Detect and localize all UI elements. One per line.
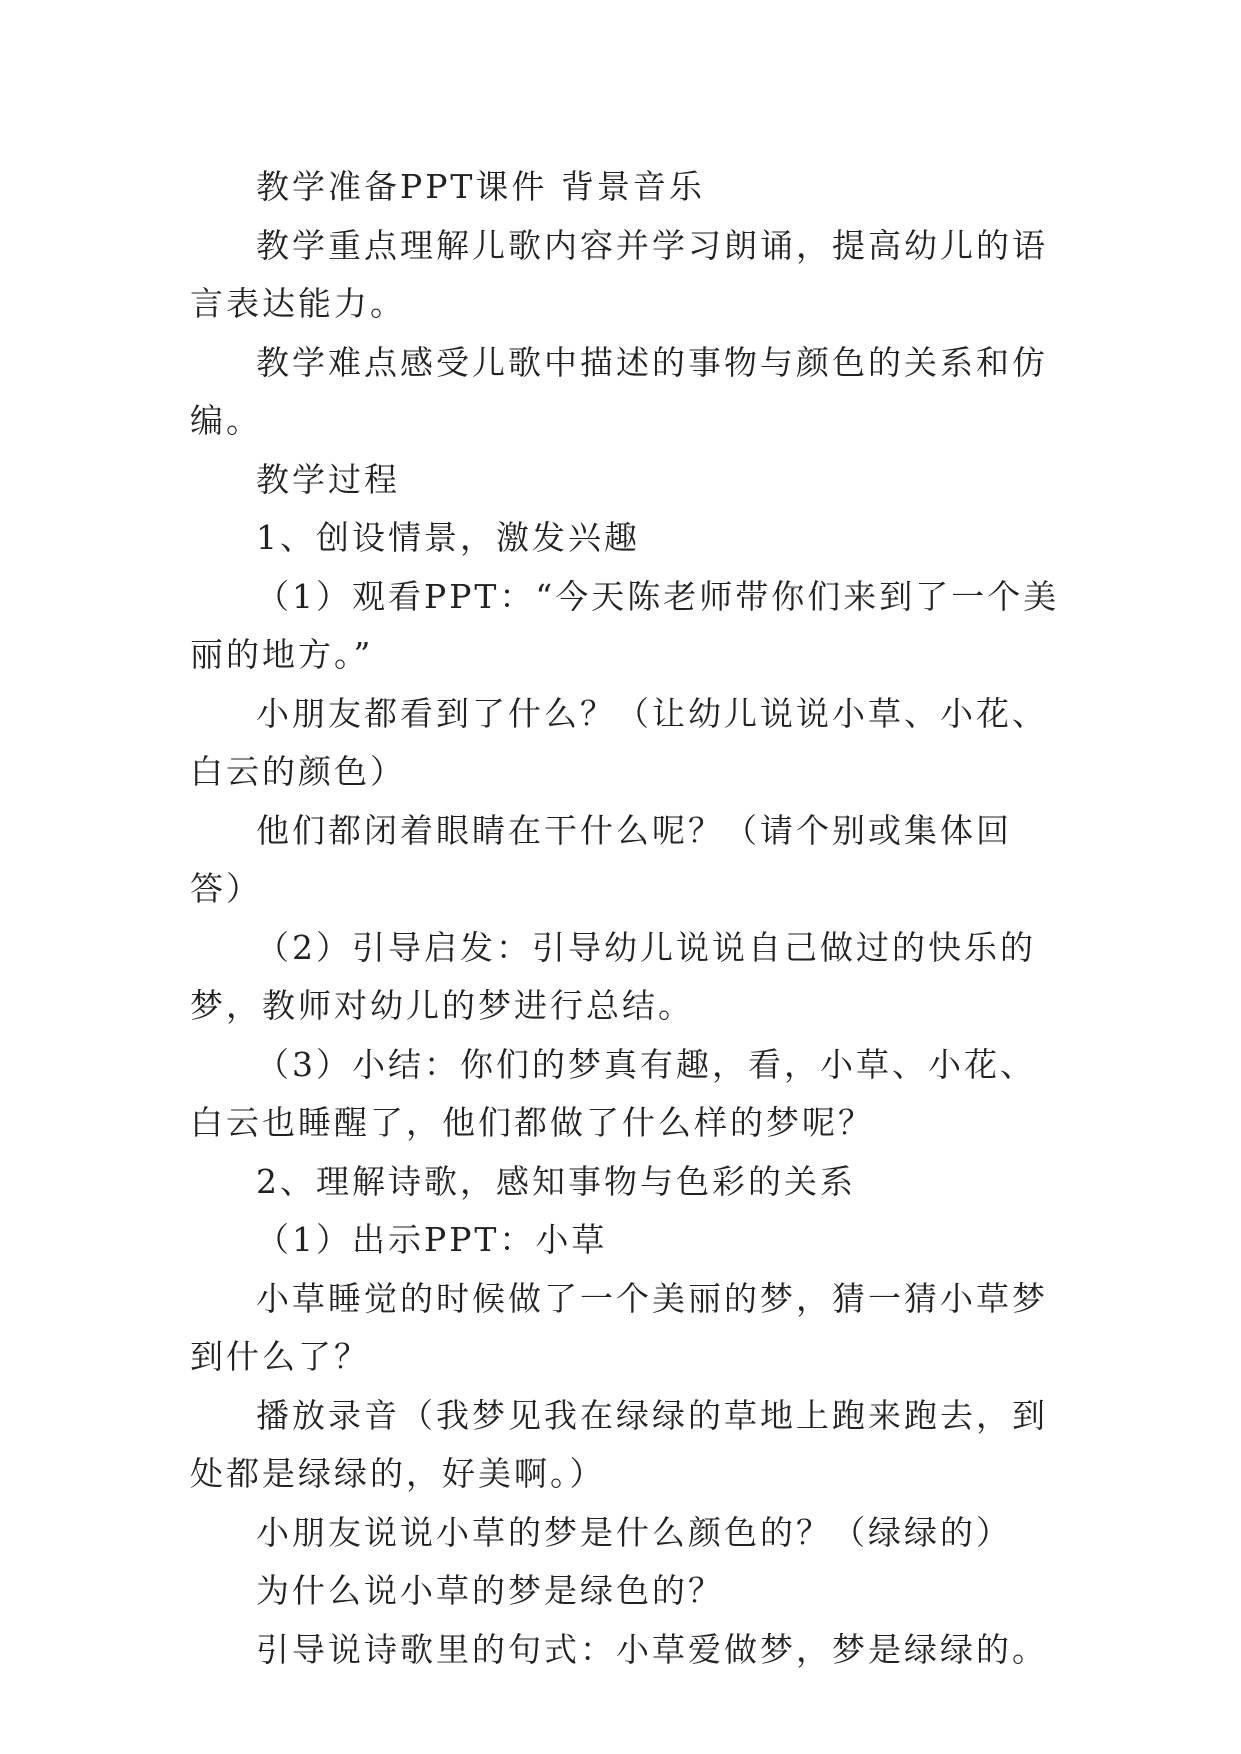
paragraph-play-recording: 播放录音（我梦见我在绿绿的草地上跑来跑去，到处都是绿绿的，好美啊。） [190,1395,1048,1493]
heading-step-1: 1、创设情景，激发兴趣 [256,518,640,557]
paragraph-question-what-seen: 小朋友都看到了什么？（让幼儿说说小草、小花、白云的颜色） [190,693,1048,791]
paragraph-teaching-focus: 教学重点理解儿歌内容并学习朗诵，提高幼儿的语言表达能力。 [190,225,1048,323]
paragraph-sentence-pattern: 引导说诗歌里的句式：小草爱做梦，梦是绿绿的。 [256,1629,1048,1669]
paragraph-grass-dream-question: 小草睡觉的时候做了一个美丽的梦，猜一猜小草梦到什么了？ [190,1278,1048,1376]
paragraph-dream-color-question: 小朋友说说小草的梦是什么颜色的？（绿绿的） [256,1512,1012,1552]
paragraph-step-1-3: （3）小结：你们的梦真有趣，看，小草、小花、白云也睡醒了，他们都做了什么样的梦呢？ [190,1044,1036,1142]
paragraph-why-green: 为什么说小草的梦是绿色的？ [256,1571,724,1610]
paragraph-step-2-1: （1）出示PPT：小草 [256,1220,608,1259]
paragraph-step-1-1: （1）观看PPT：“今天陈老师带你们来到了一个美丽的地方。” [190,576,1060,674]
heading-step-2: 2、理解诗歌，感知事物与色彩的关系 [256,1161,856,1201]
document-body [190,158,1060,1679]
heading-teaching-process: 教学过程 [256,459,400,499]
paragraph-teaching-preparation: 教学准备PPT课件 背景音乐 [256,167,705,206]
paragraph-teaching-difficulty: 教学难点感受儿歌中描述的事物与颜色的关系和仿编。 [190,342,1048,440]
paragraph-question-eyes-closed: 他们都闭着眼睛在干什么呢？（请个别或集体回答） [190,810,1012,908]
paragraph-step-1-2: （2）引导启发：引导幼儿说说自己做过的快乐的梦，教师对幼儿的梦进行总结。 [190,927,1036,1025]
